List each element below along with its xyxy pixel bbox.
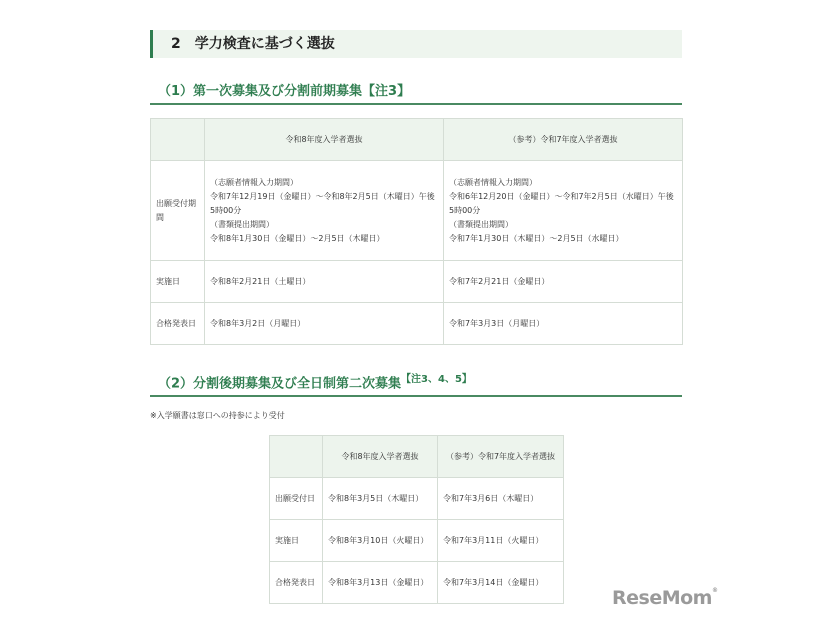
table2-header-current: 令和8年度入学者選抜 xyxy=(323,436,438,478)
table2-header-reference: （参考）令和7年度入学者選抜 xyxy=(438,436,564,478)
cell-line: （書類提出期間） xyxy=(210,219,274,229)
cell-line: （書類提出期間） xyxy=(449,219,513,229)
table-row xyxy=(270,562,564,604)
cell-line: 令和8年1月30日（金曜日）～2月5日（木曜日） xyxy=(210,233,385,243)
cell-line: 令和7年12月19日（金曜日）～令和8年2月5日（木曜日）午後5時00分 xyxy=(210,191,435,215)
cell-current-result: 令和8年3月2日（月曜日） xyxy=(205,303,444,345)
table1-header-current: 令和8年度入学者選抜 xyxy=(205,119,444,161)
table1-header-reference: （参考）令和7年度入学者選抜 xyxy=(444,119,683,161)
footnote: ※入学願書は窓口への持参により受付 xyxy=(150,411,285,420)
row-label-exam-date: 実施日 xyxy=(151,261,205,303)
cell-current-application: 令和8年3月5日（木曜日） xyxy=(323,478,438,520)
part2-title-text: （2）分割後期募集及び全日制第二次募集 xyxy=(158,376,402,392)
part1-title-text: （1）第一次募集及び分割前期募集 xyxy=(158,84,363,99)
part1-title xyxy=(150,80,682,105)
schedule-table-1 xyxy=(150,118,683,345)
cell-current-application xyxy=(205,161,444,261)
table2-header-empty xyxy=(270,436,323,478)
row-label-result-date: 合格発表日 xyxy=(270,562,323,604)
row-label-application-period: 出願受付期間 xyxy=(151,161,205,261)
table1-header-empty xyxy=(151,119,205,161)
row-label-exam-date: 実施日 xyxy=(270,520,323,562)
part2-note: 【注3、4、5】 xyxy=(401,374,472,385)
cell-current-exam: 令和8年3月10日（火曜日） xyxy=(323,520,438,562)
cell-line: 令和7年1月30日（木曜日）～2月5日（水曜日） xyxy=(449,233,624,243)
row-label-application-date: 出願受付日 xyxy=(270,478,323,520)
table-row xyxy=(151,303,683,345)
row-label-result-date: 合格発表日 xyxy=(151,303,205,345)
cell-reference-result: 令和7年3月14日（金曜日） xyxy=(438,562,564,604)
resemom-logo xyxy=(612,587,717,609)
cell-reference-result: 令和7年3月3日（月曜日） xyxy=(444,303,683,345)
cell-current-result: 令和8年3月13日（金曜日） xyxy=(323,562,438,604)
cell-reference-application xyxy=(444,161,683,261)
logo-reg-mark: ® xyxy=(711,587,718,594)
schedule-table-2 xyxy=(269,435,564,604)
table-row xyxy=(270,478,564,520)
logo-text: ReseMom xyxy=(612,587,712,609)
table-row xyxy=(151,161,683,261)
cell-reference-exam: 令和7年3月11日（火曜日） xyxy=(438,520,564,562)
cell-current-exam: 令和8年2月21日（土曜日） xyxy=(205,261,444,303)
cell-line: 令和6年12月20日（金曜日）～令和7年2月5日（水曜日）午後5時00分 xyxy=(449,191,674,215)
cell-line: （志願者情報入力期間） xyxy=(449,177,537,187)
part1-note: 【注3】 xyxy=(362,84,411,99)
section-title: 2 学力検査に基づく選抜 xyxy=(150,30,682,58)
part2-title xyxy=(150,370,682,397)
cell-reference-application: 令和7年3月6日（木曜日） xyxy=(438,478,564,520)
cell-reference-exam: 令和7年2月21日（金曜日） xyxy=(444,261,683,303)
table-row xyxy=(270,520,564,562)
table-row xyxy=(151,261,683,303)
cell-line: （志願者情報入力期間） xyxy=(210,177,298,187)
